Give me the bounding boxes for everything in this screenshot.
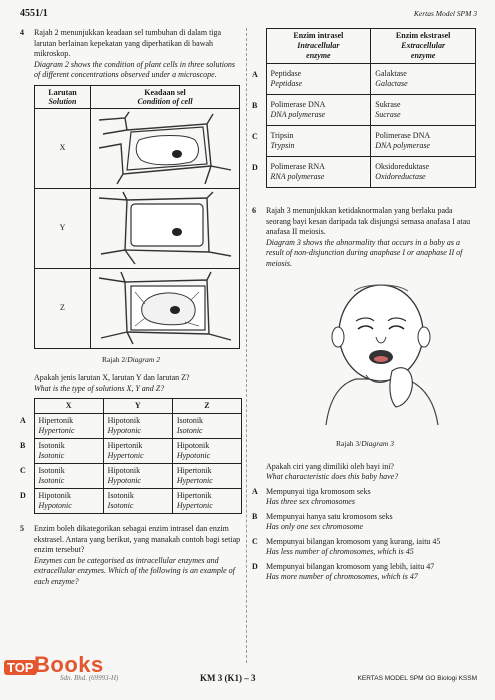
question-number: 4 xyxy=(20,28,24,37)
question-4 xyxy=(20,28,242,514)
option-row[interactable]: B Polimerase DNA DNA polymerase Sukrase Sucrase xyxy=(252,95,476,126)
left-column xyxy=(20,28,242,587)
intracellular-header: Enzim intrasel Intracellular enzyme xyxy=(266,29,371,64)
question-stem-en: Diagram 2 shows the condition of plant cells in three solutions of different concentrations observed under a microscope. xyxy=(34,59,236,79)
cell-condition-table xyxy=(34,85,240,349)
option-letter[interactable]: D xyxy=(252,162,258,172)
baby-illustration xyxy=(296,275,466,435)
column-divider xyxy=(246,28,247,663)
col-header: X xyxy=(34,399,103,414)
question-6 xyxy=(252,206,478,583)
diagram-2-caption: Rajah 2/Diagram 2 xyxy=(102,354,160,364)
question-stem-en: Diagram 3 shows the abnormality that occurs in a baby as a result of non-disjunction during anaphase I or anaphase II of meiosis. xyxy=(266,237,463,268)
question-prompt-en: What is the type of solutions X, Y and Z? xyxy=(34,383,165,393)
option-letter[interactable]: B xyxy=(20,440,26,450)
question-5 xyxy=(20,524,242,587)
solution-label: X xyxy=(35,108,91,188)
shrunken-cell-diagram xyxy=(95,270,235,346)
solution-header: Larutan Solution xyxy=(35,85,91,108)
option-b[interactable]: B Mempunyai hanya satu kromosom seks Has only one sex chromosome xyxy=(252,511,393,531)
logo-books-text: Books xyxy=(34,652,104,677)
option-row[interactable]: C Tripsin Trypsin Polimerase DNA DNA polymerase xyxy=(252,126,476,157)
turgid-cell-diagram xyxy=(95,190,235,266)
right-column xyxy=(252,28,478,583)
question-stem-ms: Enzim boleh dikategorikan sebagai enzim intrasel dan enzim ekstrasel. Antara yang berikut, yang manakah contoh bagi setiap enzim tersebut? xyxy=(34,524,241,554)
solution-label: Y xyxy=(35,188,91,268)
question-number: 6 xyxy=(252,206,256,215)
cell-image-y xyxy=(91,188,240,268)
option-letter[interactable]: C xyxy=(252,131,258,141)
footer-series: KERTAS MODEL SPM GO Biologi KSSM xyxy=(357,675,477,682)
option-letter[interactable]: B xyxy=(252,100,258,110)
footer-publisher: Sdn. Bhd. (69993-H) xyxy=(60,674,119,682)
cell-image-z xyxy=(91,268,240,348)
option-a[interactable]: A Mempunyai tiga kromosom seks Has three sex chromosomes xyxy=(252,486,371,506)
option-row[interactable]: D Hipotonik Hypotonic Isotonik Isotonic Hipertonik Hypertonic xyxy=(20,489,242,514)
question-stem-ms: Rajah 3 menunjukkan ketidaknormalan yang berlaku pada seorang bayi kesan daripada tak disjungsi semasa anafasa I atau anafasa II meiosis. xyxy=(266,206,471,236)
option-row[interactable]: A Hipertonik Hypertonic Hipotonik Hypotonic Isotonik Isotonic xyxy=(20,414,242,439)
question-stem-ms: Rajah 2 menunjukkan keadaan sel tumbuhan di dalam tiga larutan berlainan kepekatan yang diperhatikan di bawah mikroskop. xyxy=(34,28,222,58)
diagram-3-caption: Rajah 3/Diagram 3 xyxy=(336,439,394,448)
option-letter[interactable]: C xyxy=(20,465,26,475)
question-prompt-en: What characteristic does this baby have? xyxy=(266,472,399,481)
condition-header: Keadaan sel Condition of cell xyxy=(91,85,240,108)
option-c[interactable]: C Mempunyai bilangan kromosom yang kurang, iaitu 45 Has less number of chromosomes, which is 45 xyxy=(252,536,441,556)
option-d[interactable]: D Mempunyai bilangan kromosom yang lebih, iaitu 47 Has more number of chromosomes, which is 47 xyxy=(252,561,435,581)
logo-top-text: TOP xyxy=(4,660,37,675)
plasmolysed-cell-diagram xyxy=(95,110,235,186)
option-row[interactable]: D Polimerase RNA RNA polymerase Oksidoreduktase Oxidoreductase xyxy=(252,157,476,188)
solution-label: Z xyxy=(35,268,91,348)
paper-code: 4551/1 xyxy=(20,8,48,19)
paper-series: Kertas Model SPM 3 xyxy=(413,9,477,18)
extracellular-header: Enzim ekstrasel Extracellular enzyme xyxy=(371,29,476,64)
option-letter[interactable]: D xyxy=(20,490,26,500)
col-header: Z xyxy=(172,399,241,414)
option-row[interactable]: C Isotonik Isotonic Hipotonik Hypotonic Hipertonik Hypertonic xyxy=(20,464,242,489)
question-stem-en: Enzymes can be categorised as intracellular enzymes and extracellular enzymes. Which of the following is an example of each enzyme? xyxy=(34,555,235,586)
answer-table-q4 xyxy=(20,398,242,514)
question-prompt-ms: Apakah ciri yang dimiliki oleh bayi ini? xyxy=(266,461,394,471)
option-row[interactable]: B Isotonik Isotonic Hipertonik Hypertonic Hipotonik Hypotonic xyxy=(20,439,242,464)
answer-table-q5 xyxy=(252,28,476,188)
question-prompt-ms: Apakah jenis larutan X, larutan Y dan larutan Z? xyxy=(34,373,190,382)
footer-page-code: KM 3 (K1) – 3 xyxy=(200,673,256,683)
option-letter[interactable]: A xyxy=(20,415,26,425)
cell-image-x xyxy=(91,108,240,188)
option-row[interactable]: A Peptidase Peptidase Galaktase Galactase xyxy=(252,64,476,95)
question-number: 5 xyxy=(20,524,24,533)
col-header: Y xyxy=(103,399,172,414)
option-letter[interactable]: A xyxy=(252,69,258,79)
